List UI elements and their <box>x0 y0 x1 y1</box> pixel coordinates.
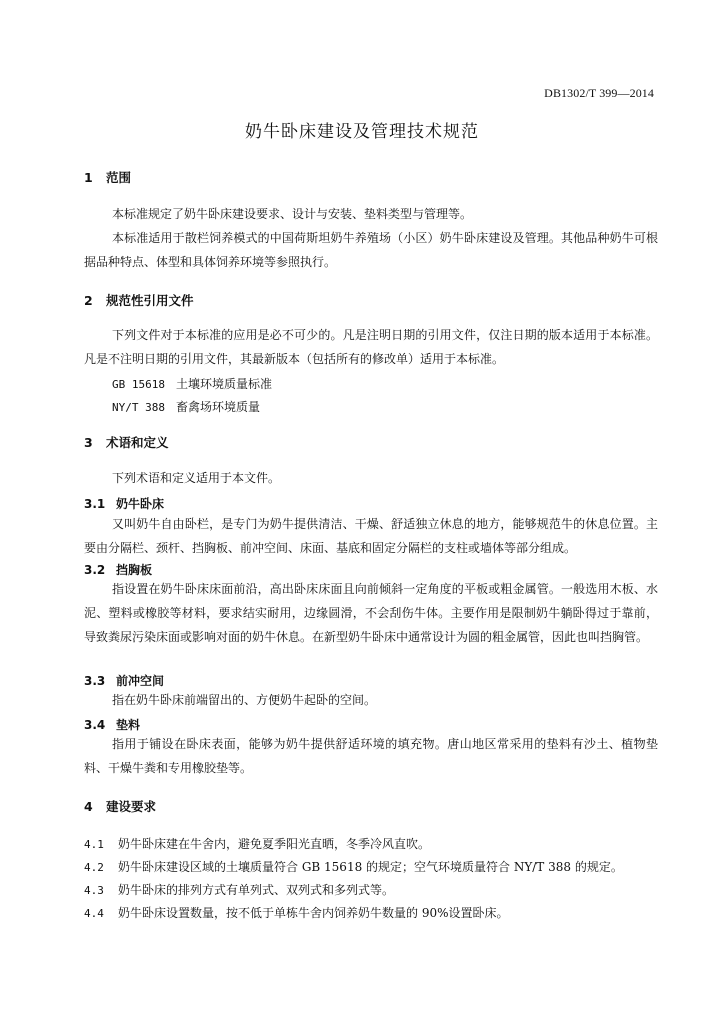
reference-name: 畜禽场环境质量 <box>176 400 261 414</box>
term-number: 3.4 <box>84 718 106 732</box>
requirement-item <box>84 835 430 852</box>
term-heading <box>84 495 164 512</box>
term-number: 3.2 <box>84 563 106 577</box>
reference-name: 土壤环境质量标准 <box>176 377 273 391</box>
term-name: 前冲空间 <box>116 674 165 688</box>
requirement-text: 奶牛卧床设置数量，按不低于单栋牛舍内饲养奶牛数量的 90%设置卧床。 <box>118 906 509 920</box>
term-heading <box>84 561 152 578</box>
section-title: 建设要求 <box>106 799 157 814</box>
section-number: 1 <box>84 170 93 185</box>
term-name: 奶牛卧床 <box>116 497 165 511</box>
term-definition: 指在奶牛卧床前端留出的、方便奶牛起卧的空间。 <box>112 693 377 707</box>
reference-item <box>112 398 260 415</box>
term-definition: 又叫奶牛自由卧栏，是专门为奶牛提供清洁、干燥、舒适独立休息的地方，能够规范牛的休息位置。主要由分隔栏、颈杆、挡胸板、前冲空间、床面、基底和固定分隔栏的支柱或墙体等部分组成。 <box>84 517 658 555</box>
term-heading <box>84 716 140 733</box>
section-number: 3 <box>84 435 93 450</box>
section-4-heading <box>84 797 156 815</box>
term-definition: 指用于铺设在卧床表面，能够为奶牛提供舒适环境的填充物。唐山地区常采用的垫料有沙土、植物垫料、干燥牛粪和专用橡胶垫等。 <box>84 737 658 775</box>
section-number: 2 <box>84 293 93 308</box>
section-title: 术语和定义 <box>106 435 169 450</box>
section-1-heading <box>84 168 131 186</box>
requirement-text: 奶牛卧床建设区域的土壤质量符合 GB 15618 的规定；空气环境质量符合 NY/T 388 的规定。 <box>118 860 623 874</box>
reference-item <box>112 375 272 392</box>
requirement-item <box>84 881 394 898</box>
reference-code: GB 15618 <box>112 378 165 391</box>
section-title: 范围 <box>106 170 132 185</box>
section-3-heading <box>84 433 169 451</box>
requirement-number: 4.3 <box>84 884 104 897</box>
term-number: 3.1 <box>84 497 106 511</box>
reference-code: NY/T 388 <box>112 401 165 414</box>
term-definition: 指设置在奶牛卧床床面前沿，高出卧床床面且向前倾斜一定角度的平板或粗金属管。一般选用木板、水泥、塑料或橡胶等材料，要求结实耐用，边缘圆滑，不会刮伤牛体。主要作用是限制奶牛躺卧得过于靠前，导致粪尿污染床面或影响对面的奶牛休息。在新型奶牛卧床中通常设计为圆的粗金属管，因此也叫挡胸管。 <box>84 582 658 644</box>
page-title: 奶牛卧床建设及管理技术规范 <box>245 122 479 142</box>
requirement-number: 4.1 <box>84 838 104 851</box>
document-number: DB1302/T 399—2014 <box>544 86 654 100</box>
paragraph: 本标准适用于散栏饲养模式的中国荷斯坦奶牛养殖场（小区）奶牛卧床建设及管理。其他品种奶牛可根据品种特点、体型和具体饲养环境等参照执行。 <box>84 231 658 269</box>
paragraph: 下列术语和定义适用于本文件。 <box>112 471 281 485</box>
section-number: 4 <box>84 799 93 814</box>
requirement-item <box>84 858 623 875</box>
term-name: 垫料 <box>116 718 141 732</box>
section-title: 规范性引用文件 <box>106 293 194 308</box>
term-number: 3.3 <box>84 674 106 688</box>
term-name: 挡胸板 <box>116 563 153 577</box>
requirement-item <box>84 904 509 921</box>
requirement-text: 奶牛卧床建在牛舍内，避免夏季阳光直晒，冬季冷风直吹。 <box>118 837 431 851</box>
term-heading <box>84 672 164 689</box>
paragraph: 下列文件对于本标准的应用是必不可少的。凡是注明日期的引用文件，仅注日期的版本适用于本标准。凡是不注明日期的引用文件，其最新版本（包括所有的修改单）适用于本标准。 <box>84 328 658 366</box>
section-2-heading <box>84 291 194 309</box>
requirement-text: 奶牛卧床的排列方式有单列式、双列式和多列式等。 <box>118 883 395 897</box>
requirement-number: 4.4 <box>84 907 104 920</box>
requirement-number: 4.2 <box>84 861 104 874</box>
paragraph: 本标准规定了奶牛卧床建设要求、设计与安装、垫料类型与管理等。 <box>112 207 473 221</box>
